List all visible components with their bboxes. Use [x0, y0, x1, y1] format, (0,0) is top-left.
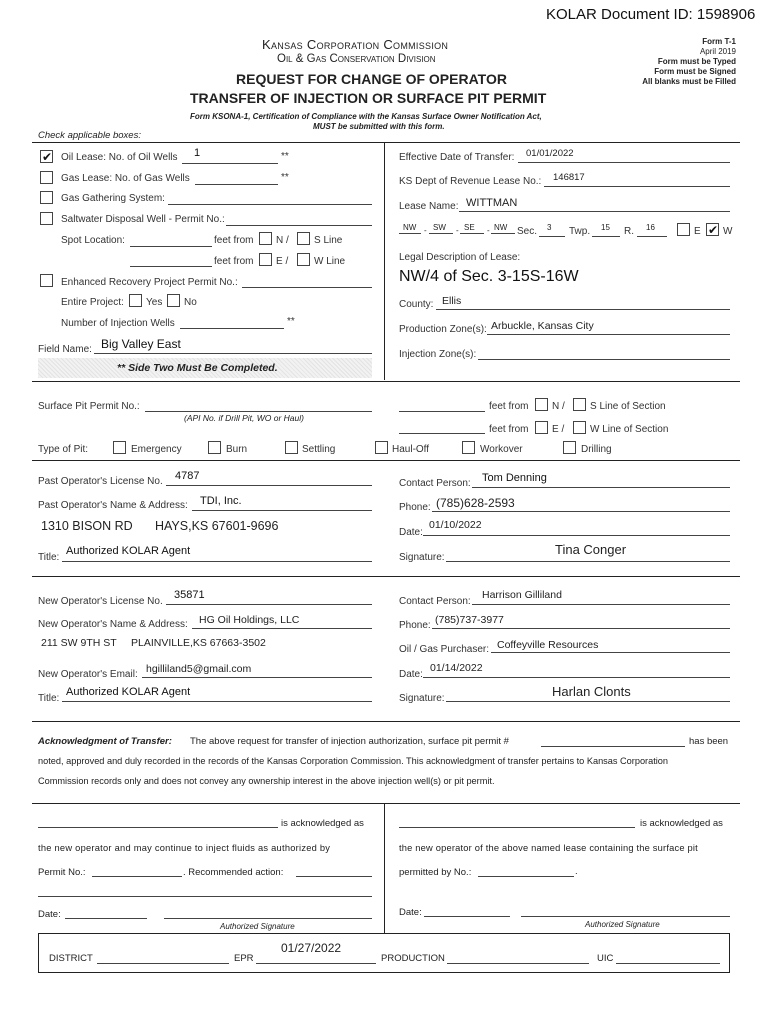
feet-from-label: feet from [489, 424, 529, 435]
range-west-checkbox[interactable] [706, 223, 719, 236]
county-line [436, 309, 730, 310]
form-title-1: REQUEST FOR CHANGE OF OPERATOR [236, 71, 507, 87]
purchaser-label: Oil / Gas Purchaser: [399, 644, 490, 655]
effective-date-line [518, 162, 730, 163]
new-license-line [166, 604, 372, 605]
epr-line [256, 963, 376, 964]
feet-from-label: feet from [489, 401, 529, 412]
north-checkbox[interactable] [259, 232, 272, 245]
agency-name: Kansas Corporation Commission [262, 37, 449, 52]
recommended-action-line-2[interactable] [38, 896, 372, 897]
new-phone-value[interactable]: (785)737-3977 [435, 614, 504, 626]
epr-label: EPR [234, 953, 254, 964]
authorized-signature-label: Authorized Signature [220, 922, 295, 931]
form-requirement: All blanks must be Filled [642, 77, 736, 86]
pit-east-checkbox[interactable] [535, 421, 548, 434]
new-license-label: New Operator's License No. [38, 596, 163, 607]
swd-label: Saltwater Disposal Well - Permit No.: [61, 214, 225, 225]
s-line-label: S Line of Section [590, 401, 666, 412]
ack-left-text: the new operator and may continue to inject fluids as authorized by [38, 843, 331, 853]
permitted-by-line[interactable] [478, 876, 574, 877]
purchaser-value[interactable]: Coffeyville Resources [497, 639, 599, 651]
past-date-line [423, 535, 730, 536]
district-label: DISTRICT [49, 953, 93, 964]
form-number: Form T-1 [702, 37, 736, 46]
dash-separator: - [456, 226, 459, 235]
has-been-label: has been [689, 736, 729, 747]
past-phone-line [432, 511, 730, 512]
ks-dept-label: KS Dept of Revenue Lease No.: [399, 176, 542, 187]
new-signature-value[interactable]: Harlan Clonts [552, 684, 631, 699]
county-label: County: [399, 299, 434, 310]
past-signature-label: Signature: [399, 552, 445, 563]
new-contact-label: Contact Person: [399, 596, 471, 607]
check-boxes-label: Check applicable boxes: [38, 130, 141, 141]
surface-pit-label: Surface Pit Permit No.: [38, 401, 140, 412]
sec-line [539, 236, 565, 237]
required-marker: ** [281, 151, 289, 162]
form-note-2: MUST be submitted with this form. [313, 122, 445, 131]
new-name-value[interactable]: HG Oil Holdings, LLC [199, 614, 300, 626]
feet-from-label: feet from [214, 256, 254, 267]
w-line-label: W Line [314, 256, 346, 267]
twp-value[interactable]: 15 [601, 223, 610, 232]
gas-gathering-checkbox[interactable] [40, 191, 53, 204]
past-date-value[interactable]: 01/10/2022 [429, 519, 482, 531]
field-name-label: Field Name: [38, 344, 92, 355]
injection-wells-line[interactable] [180, 328, 284, 329]
past-phone-value[interactable]: (785)628-2593 [436, 496, 515, 510]
production-zone-value[interactable]: Arbuckle, Kansas City [491, 320, 594, 332]
haul-off-checkbox[interactable] [375, 441, 388, 454]
twp-line [592, 236, 620, 237]
divider [32, 576, 740, 577]
pit-ns-feet-line[interactable] [399, 411, 485, 412]
new-contact-line [472, 604, 730, 605]
checkmark-icon: ✔ [42, 150, 53, 164]
divider [32, 803, 740, 804]
ack-right-signature-line[interactable] [521, 916, 730, 917]
quarter-line [399, 233, 421, 234]
settling-label: Settling [302, 444, 336, 455]
ks-dept-value[interactable]: 146817 [553, 172, 585, 183]
workover-label: Workover [480, 444, 523, 455]
past-title-line [62, 561, 372, 562]
injection-zone-line[interactable] [478, 359, 730, 360]
ack-right-name-line[interactable] [399, 827, 635, 828]
new-contact-value[interactable]: Harrison Gilliland [482, 589, 562, 601]
injection-zone-label: Injection Zone(s): [399, 349, 477, 360]
county-value[interactable]: Ellis [442, 295, 462, 307]
past-name-value[interactable]: TDI, Inc. [200, 495, 242, 507]
period: . [575, 866, 578, 877]
w-label: W [723, 226, 733, 237]
entire-project-yes-checkbox[interactable] [129, 294, 142, 307]
pit-south-checkbox[interactable] [573, 398, 586, 411]
r-line [637, 236, 667, 237]
effective-date-label: Effective Date of Transfer: [399, 152, 515, 163]
no-label: No [184, 297, 197, 308]
burn-checkbox[interactable] [208, 441, 221, 454]
entire-project-label: Entire Project: [61, 297, 124, 308]
past-name-line [192, 510, 372, 511]
range-east-checkbox[interactable] [677, 223, 690, 236]
e-label: E [694, 226, 701, 237]
new-date-value[interactable]: 01/14/2022 [430, 662, 483, 674]
injection-wells-label: Number of Injection Wells [61, 318, 175, 329]
feet-from-label: feet from [214, 235, 254, 246]
gas-lease-checkbox[interactable] [40, 171, 53, 184]
r-label: R. [624, 226, 634, 237]
purchaser-line [491, 652, 730, 653]
s-line-label: S Line [314, 235, 343, 246]
past-title-label: Title: [38, 552, 60, 563]
effective-date-value[interactable]: 01/01/2022 [526, 148, 574, 159]
new-email-label: New Operator's Email: [38, 669, 138, 680]
past-contact-line [472, 487, 730, 488]
oil-lease-checkbox[interactable] [40, 150, 53, 163]
emergency-label: Emergency [131, 444, 182, 455]
e-label: E / [276, 256, 289, 267]
ack-right-date-label: Date: [399, 907, 422, 918]
ack-left-date-label: Date: [38, 909, 61, 920]
is-acknowledged-label: is acknowledged as [281, 818, 364, 829]
divider [384, 142, 385, 380]
form-note-1: Form KSONA-1, Certification of Compliance with the Kansas Surface Owner Notification Act, [190, 112, 542, 121]
n-label: N / [552, 401, 565, 412]
past-signature-value[interactable]: Tina Conger [555, 542, 627, 557]
past-license-line [166, 485, 372, 486]
quarter-line [491, 233, 515, 234]
ack-left-signature-line[interactable] [164, 918, 372, 919]
eor-permit-line[interactable] [242, 287, 372, 288]
ack-left-date-line[interactable] [65, 918, 147, 919]
oil-wells-value[interactable]: 1 [194, 147, 201, 159]
lease-name-value[interactable]: WITTMAN [466, 197, 518, 209]
new-phone-label: Phone: [399, 620, 431, 631]
dash-separator: - [487, 226, 490, 235]
n-label: N / [276, 235, 289, 246]
new-name-label: New Operator's Name & Address: [38, 619, 188, 630]
ack-right-text: the new operator of the above named lease containing the surface pit [399, 843, 698, 853]
past-signature-line [446, 561, 730, 562]
ack-text-3: Commission records only and does not convey any ownership interest in the above injection well(s) or pit permit. [38, 776, 495, 786]
new-address-city[interactable]: PLAINVILLE,KS 67663-3502 [131, 637, 266, 649]
r-value[interactable]: 16 [646, 223, 655, 232]
south-checkbox[interactable] [297, 232, 310, 245]
uic-line[interactable] [616, 963, 720, 964]
emergency-checkbox[interactable] [113, 441, 126, 454]
past-contact-value[interactable]: Tom Denning [482, 472, 547, 484]
new-email-value[interactable]: hgilliland5@gmail.com [146, 663, 252, 675]
document-id: KOLAR Document ID: 1598906 [546, 6, 756, 23]
form-date: April 2019 [699, 47, 736, 56]
yes-label: Yes [146, 297, 163, 308]
workover-checkbox[interactable] [462, 441, 475, 454]
lease-name-label: Lease Name: [399, 201, 459, 212]
east-checkbox[interactable] [259, 253, 272, 266]
permit-no-label: Permit No.: [38, 867, 86, 878]
ack-left-name-line[interactable] [38, 827, 278, 828]
form-title-2: TRANSFER OF INJECTION OR SURFACE PIT PERMIT [190, 90, 547, 106]
past-phone-label: Phone: [399, 502, 431, 513]
location-quarter-3[interactable]: SE [464, 223, 475, 232]
e-label: E / [552, 424, 565, 435]
recommended-action-label: . Recommended action: [183, 867, 284, 878]
drilling-checkbox[interactable] [563, 441, 576, 454]
lease-name-line [459, 211, 730, 212]
burn-label: Burn [226, 444, 248, 455]
past-address-city[interactable]: HAYS,KS 67601-9696 [155, 519, 279, 533]
new-title-line [62, 701, 372, 702]
gas-wells-line[interactable] [195, 184, 278, 185]
new-license-value[interactable]: 35871 [174, 589, 205, 601]
pit-ew-feet-line[interactable] [399, 433, 485, 434]
gas-lease-label: Gas Lease: No. of Gas Wells [61, 173, 190, 184]
permit-no-line[interactable] [92, 876, 182, 877]
settling-checkbox[interactable] [285, 441, 298, 454]
ack-right-date-line[interactable] [424, 916, 510, 917]
divider [384, 803, 385, 933]
ack-title: Acknowledgment of Transfer: [38, 736, 172, 747]
new-title-value[interactable]: Authorized KOLAR Agent [66, 686, 191, 698]
production-line[interactable] [447, 963, 589, 964]
past-contact-label: Contact Person: [399, 478, 471, 489]
authorized-signature-label: Authorized Signature [585, 920, 660, 929]
eor-checkbox[interactable] [40, 274, 53, 287]
production-zone-label: Production Zone(s): [399, 324, 487, 335]
divider [32, 142, 740, 143]
quarter-line [429, 233, 453, 234]
new-date-line [423, 677, 730, 678]
twp-label: Twp. [569, 226, 591, 237]
spot-ew-feet-line[interactable] [130, 266, 212, 267]
past-title-value[interactable]: Authorized KOLAR Agent [66, 545, 191, 557]
past-address-street[interactable]: 1310 BISON RD [41, 519, 133, 533]
past-date-label: Date: [399, 527, 423, 538]
form-requirement: Form must be Typed [657, 57, 736, 66]
district-line[interactable] [97, 963, 229, 964]
required-marker: ** [281, 172, 289, 183]
location-quarter-1[interactable]: NW [403, 223, 417, 232]
recommended-action-line[interactable] [296, 876, 372, 877]
new-title-label: Title: [38, 693, 60, 704]
entire-project-no-checkbox[interactable] [167, 294, 180, 307]
dash-separator: - [424, 226, 427, 235]
new-signature-label: Signature: [399, 693, 445, 704]
form-requirement: Form must be Signed [654, 67, 736, 76]
legal-description-value[interactable]: NW/4 of Sec. 3-15S-16W [399, 268, 579, 285]
is-acknowledged-label: is acknowledged as [640, 818, 723, 829]
gas-gathering-label: Gas Gathering System: [61, 193, 165, 204]
uic-label: UIC [597, 953, 614, 964]
new-address-street[interactable]: 211 SW 9TH ST [41, 637, 117, 649]
production-label: PRODUCTION [381, 953, 445, 964]
divider [32, 721, 740, 722]
haul-off-label: Haul-Off [392, 444, 430, 455]
west-checkbox[interactable] [297, 253, 310, 266]
field-name-line [94, 353, 372, 354]
side-two-notice: ** Side Two Must Be Completed. [117, 362, 278, 374]
spot-ns-feet-line[interactable] [130, 246, 212, 247]
eor-label: Enhanced Recovery Project Permit No.: [61, 277, 238, 288]
new-date-label: Date: [399, 669, 423, 680]
new-name-line [192, 628, 372, 629]
past-license-label: Past Operator's License No. [38, 476, 163, 487]
pit-north-checkbox[interactable] [535, 398, 548, 411]
sec-value[interactable]: 3 [547, 223, 552, 232]
division-name: Oil & Gas Conservation Division [277, 53, 436, 65]
ack-text-1: The above request for transfer of injection authorization, surface pit permit # [190, 736, 509, 747]
ack-text-2: noted, approved and duly recorded in the records of the Kansas Corporation Commission. This acknowledgment of transfer pertains to Kansas Corporation [38, 756, 669, 766]
production-zone-line [487, 334, 730, 335]
divider [32, 460, 740, 461]
legal-description-label: Legal Description of Lease: [399, 252, 521, 263]
drilling-label: Drilling [581, 444, 612, 455]
epr-value[interactable]: 01/27/2022 [281, 941, 342, 955]
divider [32, 381, 740, 382]
pit-west-checkbox[interactable] [573, 421, 586, 434]
oil-lease-label: Oil Lease: No. of Oil Wells [61, 152, 178, 163]
pit-type-label: Type of Pit: [38, 444, 89, 455]
swd-permit-line[interactable] [226, 225, 372, 226]
spot-location-label: Spot Location: [61, 235, 125, 246]
w-line-label: W Line of Section [590, 424, 669, 435]
swd-checkbox[interactable] [40, 212, 53, 225]
permitted-by-label: permitted by No.: [399, 867, 472, 878]
ks-dept-line [544, 186, 730, 187]
past-license-value[interactable]: 4787 [175, 470, 200, 482]
ack-pit-permit-line[interactable] [541, 746, 685, 747]
new-signature-line [446, 701, 730, 702]
field-name-value[interactable]: Big Valley East [101, 337, 181, 351]
checkmark-icon: ✔ [708, 223, 719, 237]
quarter-line [460, 233, 484, 234]
surface-pit-line[interactable] [145, 411, 372, 412]
api-note: (API No. if Drill Pit, WO or Haul) [184, 413, 304, 423]
sec-label: Sec. [517, 226, 538, 237]
new-phone-line [432, 628, 730, 629]
required-marker: ** [287, 316, 295, 327]
location-quarter-2[interactable]: SW [433, 223, 446, 232]
oil-wells-line [182, 163, 278, 164]
location-quarter-4[interactable]: NW [494, 223, 508, 232]
past-name-label: Past Operator's Name & Address: [38, 500, 188, 511]
new-email-line [142, 677, 372, 678]
gas-gathering-line[interactable] [168, 204, 372, 205]
